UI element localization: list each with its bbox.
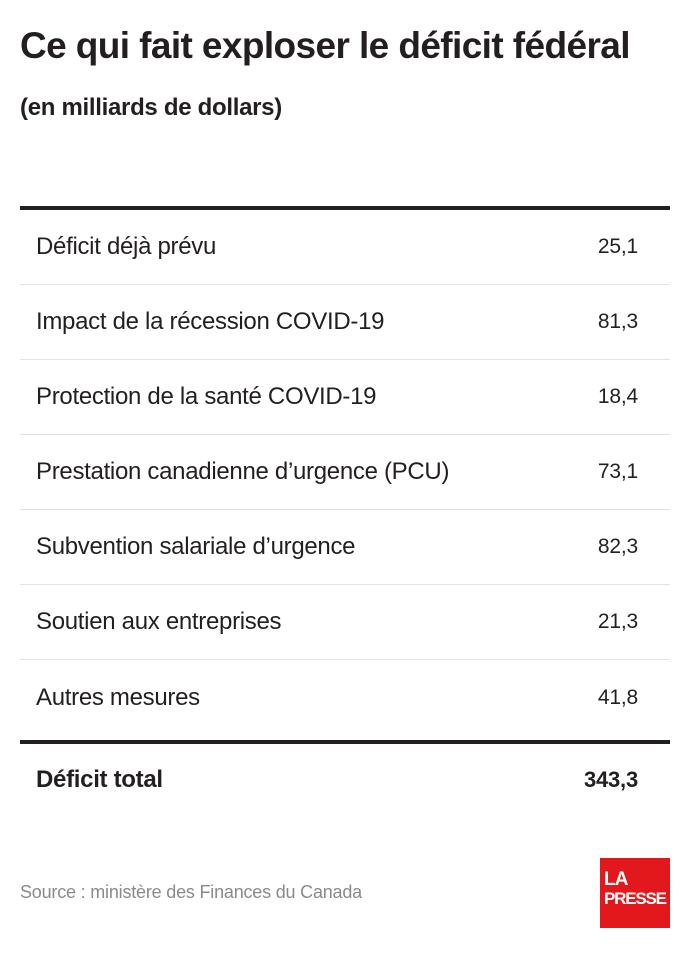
deficit-table	[20, 206, 670, 735]
total-row	[20, 740, 670, 816]
chart-subtitle: (en milliards de dollars)	[20, 94, 282, 121]
row-value: 25,1	[597, 235, 638, 258]
row-label: Soutien aux entreprises	[36, 608, 282, 635]
row-value: 41,8	[597, 685, 638, 709]
total-label: Déficit total	[36, 766, 163, 793]
row-value: 82,3	[597, 535, 638, 558]
row-value: 73,1	[597, 460, 638, 483]
logo-line-2: PRESSE	[604, 889, 666, 908]
row-label: Autres mesures	[36, 683, 200, 711]
row-label: Déficit déjà prévu	[36, 233, 217, 260]
table-row	[20, 435, 670, 510]
row-value: 21,3	[597, 610, 638, 633]
table-row	[20, 285, 670, 360]
table-row	[20, 585, 670, 660]
table-row	[20, 660, 670, 735]
la-presse-logo	[600, 858, 670, 928]
table-row	[20, 510, 670, 585]
row-label: Protection de la santé COVID-19	[36, 383, 377, 410]
row-value: 18,4	[597, 385, 638, 408]
chart-title: Ce qui fait exploser le déficit fédéral	[20, 25, 630, 66]
row-label: Subvention salariale d’urgence	[36, 533, 356, 560]
total-value: 343,3	[583, 767, 638, 792]
row-label: Impact de la récession COVID-19	[36, 308, 385, 335]
row-label: Prestation canadienne d’urgence (PCU)	[36, 458, 450, 485]
logo-line-1: LA	[604, 869, 628, 890]
table-row	[20, 210, 670, 285]
row-value: 81,3	[597, 310, 638, 333]
table-row	[20, 360, 670, 435]
source-note: Source : ministère des Finances du Canada	[20, 882, 362, 902]
